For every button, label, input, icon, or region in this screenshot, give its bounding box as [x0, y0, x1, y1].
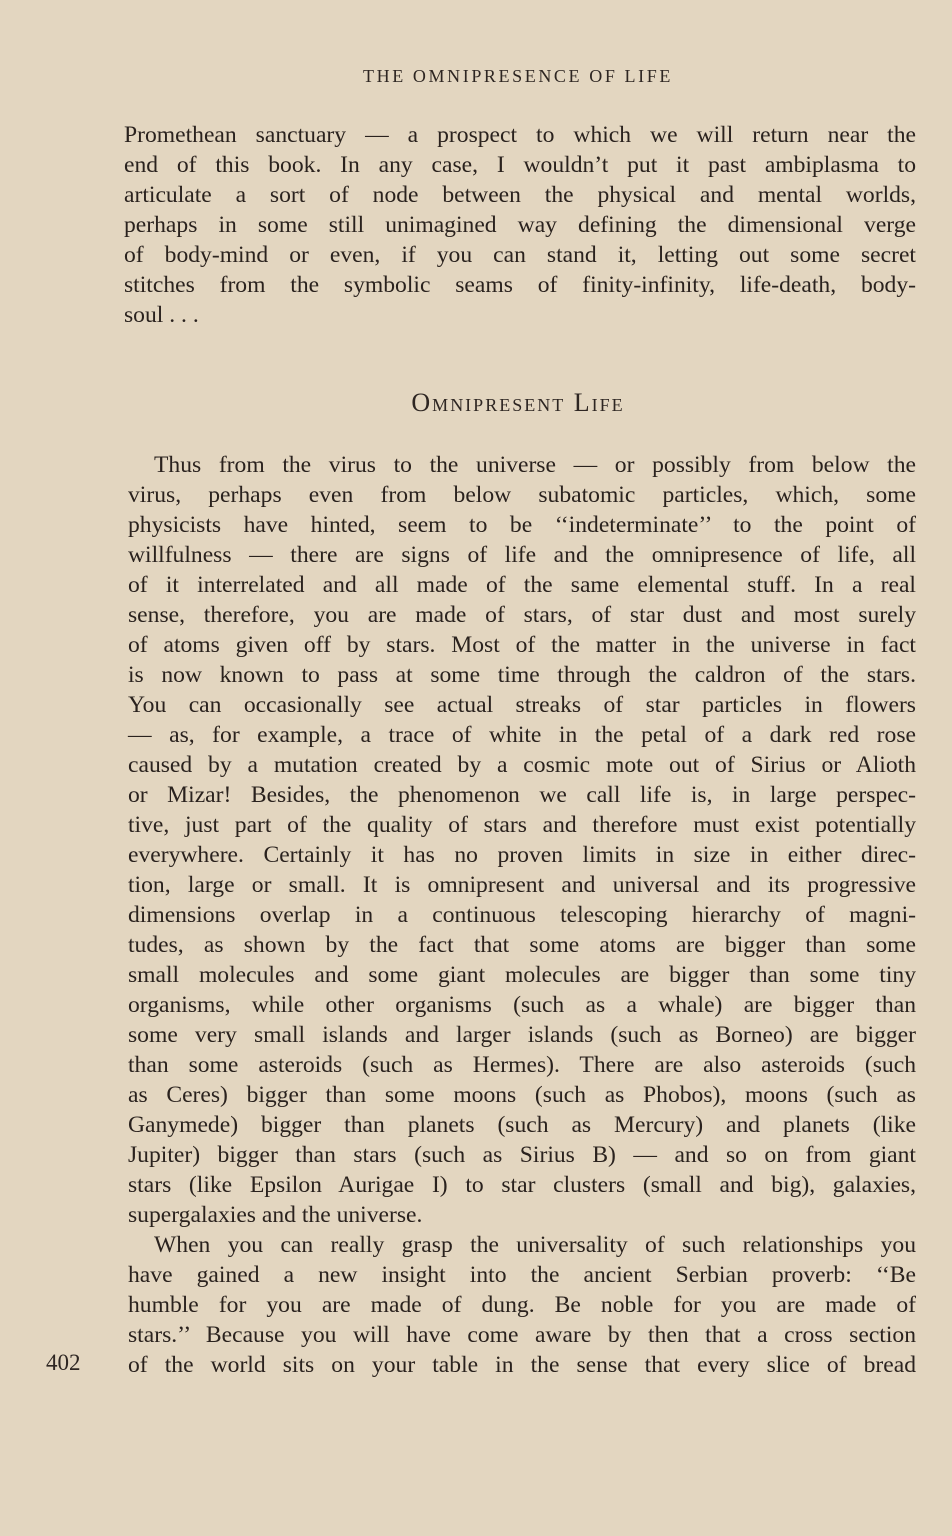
text-line: small molecules and some giant molecules are bigger than some tiny [128, 962, 916, 988]
text-line: end of this book. In any case, I wouldn’t put it past ambiplasma to [124, 152, 916, 178]
text-line: or Mizar! Besides, the phenomenon we call life is, in large perspec- [128, 782, 916, 808]
section-title: Omnipresent Life [411, 388, 625, 417]
text-line: willfulness — there are signs of life and the omnipresence of life, all [128, 542, 916, 568]
text-line: some very small islands and larger islands (such as Borneo) are bigger [128, 1022, 916, 1048]
text-line: as Ceres) bigger than some moons (such as Phobos), moons (such as [128, 1082, 916, 1108]
text-line: articulate a sort of node between the physical and mental worlds, [124, 182, 916, 208]
text-line: everywhere. Certainly it has no proven limits in size in either direc- [128, 842, 916, 868]
text-line: soul . . . [124, 302, 199, 328]
text-line: tion, large or small. It is omnipresent and universal and its progressive [128, 872, 916, 898]
text-line: of the world sits on your table in the sense that every slice of bread [128, 1352, 916, 1378]
text-line: You can occasionally see actual streaks of star particles in flowers [128, 692, 916, 718]
text-line: of atoms given off by stars. Most of the matter in the universe in fact [128, 632, 916, 658]
text-line: tudes, as shown by the fact that some atoms are bigger than some [128, 932, 916, 958]
text-line: sense, therefore, you are made of stars, of star dust and most surely [128, 602, 916, 628]
text-line: Promethean sanctuary — a prospect to which we will return near the [124, 122, 916, 148]
text-line: stars (like Epsilon Aurigae I) to star clusters (small and big), galaxies, [128, 1172, 916, 1198]
text-line: physicists have hinted, seem to be ‘‘indeterminate’’ to the point of [128, 512, 916, 538]
paragraph-2-and-3 [128, 450, 916, 1380]
text-line: have gained a new insight into the ancient Serbian proverb: ‘‘Be [128, 1262, 916, 1288]
text-line: perhaps in some still unimagined way defining the dimensional verge [124, 212, 916, 238]
text-line: dimensions overlap in a continuous telescoping hierarchy of magni- [128, 902, 916, 928]
text-line: supergalaxies and the universe. [128, 1202, 423, 1228]
text-line: caused by a mutation created by a cosmic mote out of Sirius or Alioth [128, 752, 916, 778]
text-line: is now known to pass at some time through the caldron of the stars. [128, 662, 916, 688]
text-line: organisms, while other organisms (such as a whale) are bigger than [128, 992, 916, 1018]
text-line: stitches from the symbolic seams of finity-infinity, life-death, body- [124, 272, 916, 298]
text-line: Thus from the virus to the universe — or possibly from below the [154, 452, 916, 478]
text-line: than some asteroids (such as Hermes). There are also asteroids (such [128, 1052, 916, 1078]
paragraph-1 [124, 120, 916, 330]
page-number: 402 [46, 1350, 81, 1375]
text-line: Ganymede) bigger than planets (such as Mercury) and planets (like [128, 1112, 916, 1138]
text-line: stars.’’ Because you will have come aware by then that a cross section [128, 1322, 916, 1348]
text-line: Jupiter) bigger than stars (such as Sirius B) — and so on from giant [128, 1142, 916, 1168]
text-line: When you can really grasp the universality of such relationships you [154, 1232, 916, 1258]
text-line: — as, for example, a trace of white in the petal of a dark red rose [128, 722, 916, 748]
text-line: virus, perhaps even from below subatomic particles, which, some [128, 482, 916, 508]
text-line: tive, just part of the quality of stars and therefore must exist potentially [128, 812, 916, 838]
text-line: humble for you are made of dung. Be noble for you are made of [128, 1292, 916, 1318]
text-line: of body-mind or even, if you can stand it, letting out some secret [124, 242, 916, 268]
text-line: of it interrelated and all made of the same elemental stuff. In a real [128, 572, 916, 598]
running-head: THE OMNIPRESENCE OF LIFE [363, 66, 673, 86]
